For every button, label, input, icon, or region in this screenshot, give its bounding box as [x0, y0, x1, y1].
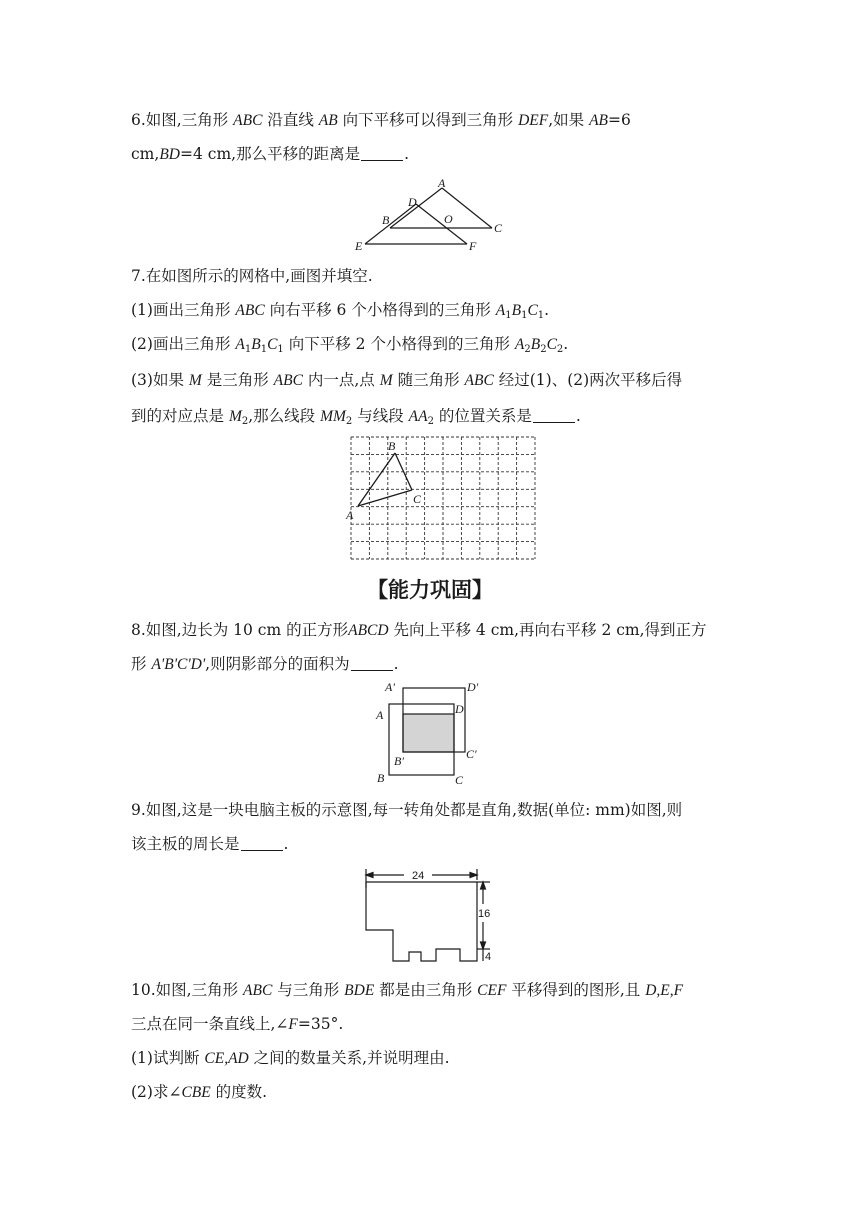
- q6-line-1: 6.如图,三角形 ABC 沿直线 AB 向下平移可以得到三角形 DEF,如果 AB=6: [131, 111, 631, 129]
- label-O: O: [444, 212, 453, 226]
- label-C: C: [494, 221, 503, 235]
- sq-label-D1: D′: [467, 680, 479, 694]
- label-B: B: [382, 213, 390, 227]
- dim-right-16: 16: [478, 908, 491, 920]
- sq-label-A1: A′: [385, 680, 395, 694]
- q8-line-2: 形 A'B'C'D',则阴影部分的面积为 .: [131, 655, 399, 673]
- answer-blank: [351, 656, 393, 671]
- label-E: E: [355, 239, 363, 253]
- q10-line-2: 三点在同一条直线上,∠F=35°.: [131, 1015, 344, 1033]
- q7-line-3: (2)画出三角形 $A_1B_1C_1$ 向下平移 2 个小格得到的三角形 $A_2B_2C_2$.: [131, 335, 569, 355]
- sq-label-C1: C′: [466, 747, 477, 761]
- q9-motherboard-figure: [360, 866, 500, 966]
- label-A: A: [438, 176, 446, 190]
- answer-blank: [533, 408, 575, 423]
- grid-label-B: B: [388, 439, 396, 453]
- q7-line-4: (3)如果 M 是三角形 ABC 内一点,点 M 随三角形 ABC 经过(1)、(2)两次平移后得: [131, 371, 683, 389]
- q7-line-1: 7.在如图所示的网格中,画图并填空.: [131, 267, 373, 285]
- q8-line-1: 8.如图,边长为 10 cm 的正方形ABCD 先向上平移 4 cm,再向右平移 2 cm,得到正方: [131, 621, 707, 639]
- sq-label-A: A: [376, 708, 384, 722]
- q10-line-3: (1)试判断 CE,AD 之间的数量关系,并说明理由.: [131, 1049, 450, 1067]
- dim-top-24: 24: [412, 870, 425, 882]
- answer-blank: [241, 836, 283, 851]
- label-D: D: [408, 195, 417, 209]
- label-F: F: [469, 239, 477, 253]
- section-title: 【能力巩固】: [367, 578, 493, 602]
- q9-line-2: 该主板的周长是 .: [131, 835, 289, 853]
- sq-label-C: C: [455, 773, 464, 787]
- sq-label-B1: B′: [394, 754, 404, 768]
- q9-line-1: 9.如图,这是一块电脑主板的示意图,每一转角处都是直角,数据(单位: mm)如图,则: [131, 801, 683, 819]
- grid-label-C: C: [413, 492, 422, 506]
- q6-line-2: cm,BD=4 cm,那么平移的距离是 .: [131, 145, 410, 163]
- sq-label-B: B: [377, 771, 385, 785]
- q7-line-5: 到的对应点是 $M_2$,那么线段 $MM_2$ 与线段 $AA_2$ 的位置关系是 .: [131, 407, 581, 427]
- q8-figure: [370, 680, 490, 790]
- q10-line-4: (2)求∠CBE 的度数.: [131, 1083, 268, 1101]
- sq-label-D: D: [455, 702, 464, 716]
- q7-line-2: (1)画出三角形 ABC 向右平移 6 个小格得到的三角形 $A_1B_1C_1$.: [131, 301, 550, 321]
- answer-blank: [361, 146, 403, 161]
- grid-label-A: A: [346, 508, 354, 522]
- q6-figure: [350, 178, 510, 253]
- q10-line-1: 10.如图,三角形 ABC 与三角形 BDE 都是由三角形 CEF 平移得到的图形,且 D,E,F: [131, 981, 684, 999]
- dim-small-4: 4: [485, 951, 492, 963]
- q7-grid-figure: [346, 436, 536, 560]
